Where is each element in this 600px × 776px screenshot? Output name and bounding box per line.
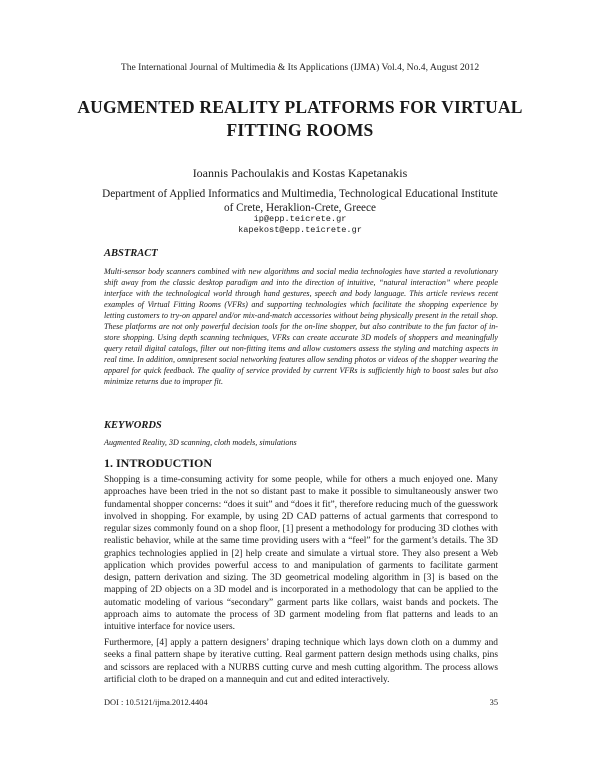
email-1[interactable]: ip@epp.teicrete.gr [253, 214, 347, 224]
intro-paragraph-1: Shopping is a time-consuming activity for some people, while for others a much enjoyed one. Many approaches have been tried in the not so distant past to make it possible to simultaneously answer two fundamental shopper concerns: “does it suit” and “does it fit”, therefore reducing much of the guesswork involved in shopping. For example, by using 2D CAD patterns of actual garments that correspond to regular sizes commonly found on a shop floor, [1] present a methodology for producing 3D clothes with realistic behavior, while at the same time providing users with a “feel” for the garment’s details. The 3D graphics technologies applied in [2] help create and simulate a virtual store. They also present a Web application which provides powerful access to and manipulation of garments to facilitate garment design, pattern derivation and sizing. The 3D geometrical modeling algorithm in [3] is based on the mapping of 2D objects on a 3D model and is incorporated in a methodology that can be applied to the automatic modeling of various “secondary” garment parts like collars, waist bands and pockets. The approach aims to automate the process of 3D garment modeling from flat patterns and leads to an intuitive interface for novice users. [104, 475, 498, 632]
doi-label[interactable]: DOI : 10.5121/ijma.2012.4404 [104, 698, 208, 707]
paper-title [60, 96, 540, 142]
title-line-1: AUGMENTED REALITY PLATFORMS FOR VIRTUAL [77, 97, 523, 117]
affiliation-line-1: Department of Applied Informatics and Multimedia, Technological Educational Institute [102, 188, 498, 200]
keywords-text: Augmented Reality, 3D scanning, cloth models, simulations [104, 438, 297, 447]
keywords-heading: KEYWORDS [104, 420, 162, 431]
abstract-text: Multi-sensor body scanners combined with new algorithms and social media technologies have started a revolutionary shift away from the classic desktop paradigm and into the direction of intuitive, “natural interaction” where people interface with the technological world through hand gestures, speech and body language. This article reviews recent examples of Virtual Fitting Rooms (VFRs) and supporting technologies which facilitate the shopping experience by letting customers to try-on apparel and/or mix-and-match accessories without being physically present in the retail shop. These platforms are not only powerful decision tools for the on-line shopper, but also contribute to the fun factor of in-store shopping. Using depth scanning techniques, VFRs can create accurate 3D models of shoppers and meaningfully query retail digital catalogs, filter out non-fitting items and allow customers assess the styling and matching aspects in real time. In addition, omnipresent social networking features allow sending photos or videos of the shopper wearing the apparel for quick feedback. The quality of service provided by current VFRs is sufficiently high to boost sales but also minimize returns due to improper fit. [104, 267, 498, 386]
abstract-heading: ABSTRACT [104, 248, 158, 259]
introduction-heading: 1. INTRODUCTION [104, 456, 213, 470]
author-emails [0, 214, 600, 236]
affiliation-line-2: of Crete, Heraklion-Crete, Greece [224, 201, 376, 214]
page-number: 35 [489, 698, 498, 707]
affiliation [100, 188, 500, 215]
intro-paragraph-2: Furthermore, [4] apply a pattern designers’ draping technique which lays down cloth on a dummy and seeks a final pattern shape by iterative cutting. Real garment pattern design methods using chalks, pins and scissors are replaced with a NURBS cutting curve and mesh cutting algorithm. The process allows artificial cloth to be draped on a mannequin and cut and edited interactively. [104, 638, 498, 685]
email-2[interactable]: kapekost@epp.teicrete.gr [238, 225, 362, 235]
authors: Ioannis Pachoulakis and Kostas Kapetanakis [192, 166, 408, 180]
title-line-2: FITTING ROOMS [226, 120, 374, 140]
running-header: The International Journal of Multimedia & Its Applications (IJMA) Vol.4, No.4, August 2012 [120, 62, 480, 73]
